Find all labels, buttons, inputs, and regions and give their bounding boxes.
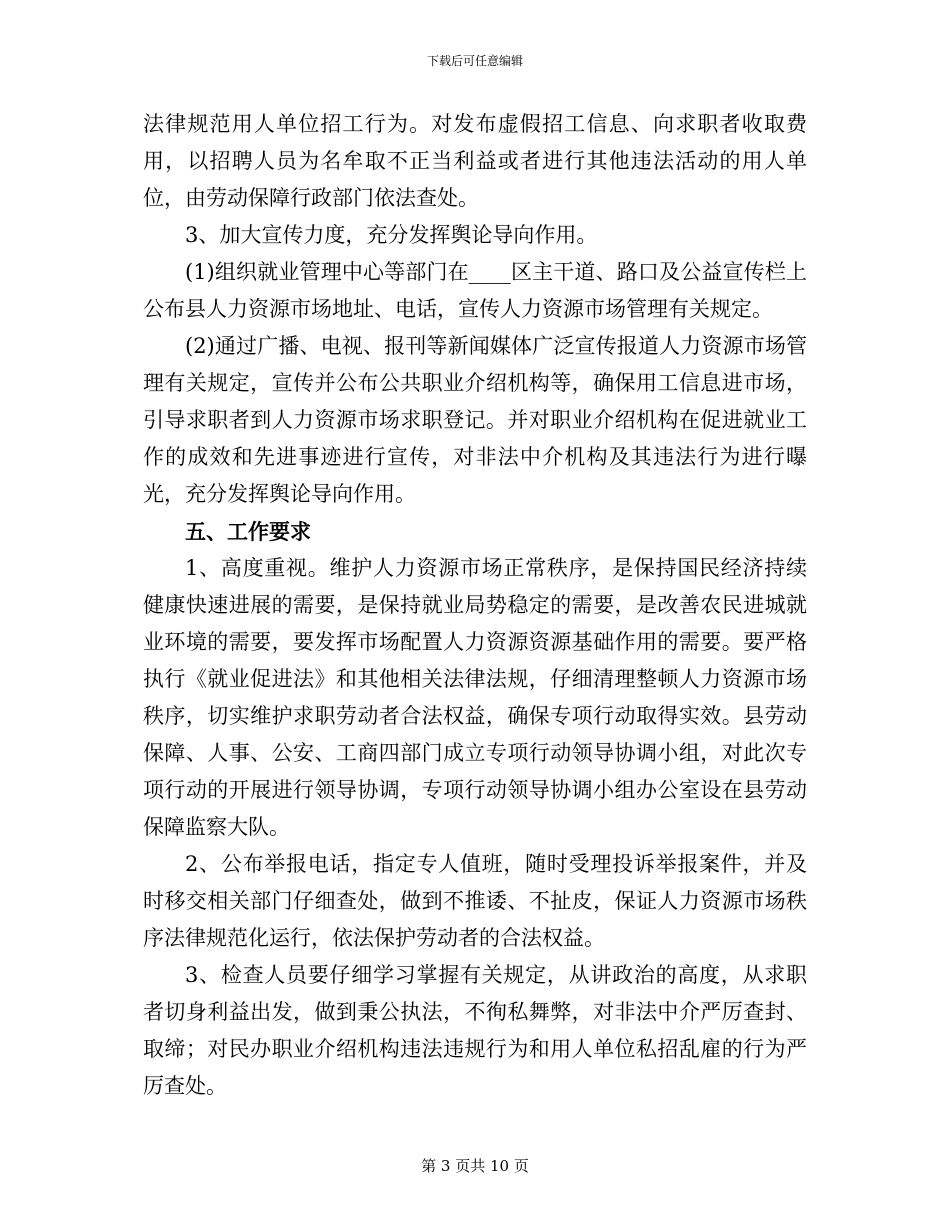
paragraph-requirement-2: 2、公布举报电话，指定专人值班，随时受理投诉举报案件，并及时移交相关部门仔细查处，做到不推诿、不扯皮，保证人力资源市场秩序法律规范化运行，依法保护劳动者的合法权益。: [143, 852, 807, 950]
paragraph-publicity-item: 3、加大宣传力度，充分发挥舆论导向作用。: [185, 223, 598, 247]
paragraph-requirement-1: 1、高度重视。维护人力资源市场正常秩序，是保持国民经济持续健康快速进展的需要，是保持就业局势稳定的需要，是改善农民进城就业环境的需要，要发挥市场配置人力资源资源基础作用的需要。要严格执行《就业促进法》和其他相关法律法规，仔细清理整顿人力资源市场秩序，切实维护求职劳动者合法权益，确保专项行动取得实效。县劳动保障、人事、公安、工商四部门成立专项行动领导协调小组，对此次专项行动的开展进行领导协调，专项行动领导协调小组办公室设在县劳动保障监察大队。: [143, 556, 807, 839]
section-heading-work-requirements: 五、工作要求: [185, 519, 311, 544]
paragraph-publicity-sub-2: (2)通过广播、电视、报刊等新闻媒体广泛宣传报道人力资源市场管理有关规定，宣传并公布公共职业介绍机构等，确保用工信息进市场，引导求职者到人力资源市场求职登记。并对职业介绍机构在促进就业工作的成效和先进事迹进行宣传，对非法中介机构及其违法行为进行曝光，充分发挥舆论导向作用。: [143, 334, 807, 506]
paragraph-requirement-3: 3、检查人员要仔细学习掌握有关规定，从讲政治的高度，从求职者切身利益出发，做到秉公执法，不徇私舞弊，对非法中介严厉查封、取缔；对民办职业介绍机构违法违规行为和用人单位私招乱雇的行为严厉查处。: [143, 963, 807, 1098]
page-footer: 第 3 页共 10 页: [421, 1157, 529, 1175]
paragraph-publicity-sub-1: (1)组织就业管理中心等部门在____区主干道、路口及公益宣传栏上公布县人力资源市场地址、电话，宣传人力资源市场管理有关规定。: [143, 260, 807, 321]
document-body: [143, 106, 807, 1105]
page-header: 下载后可任意编辑: [426, 54, 523, 68]
paragraph-continuation: 法律规范用人单位招工行为。对发布虚假招工信息、向求职者收取费用，以招聘人员为名牟取不正当利益或者进行其他违法活动的用人单位，由劳动保障行政部门依法查处。: [143, 112, 807, 210]
